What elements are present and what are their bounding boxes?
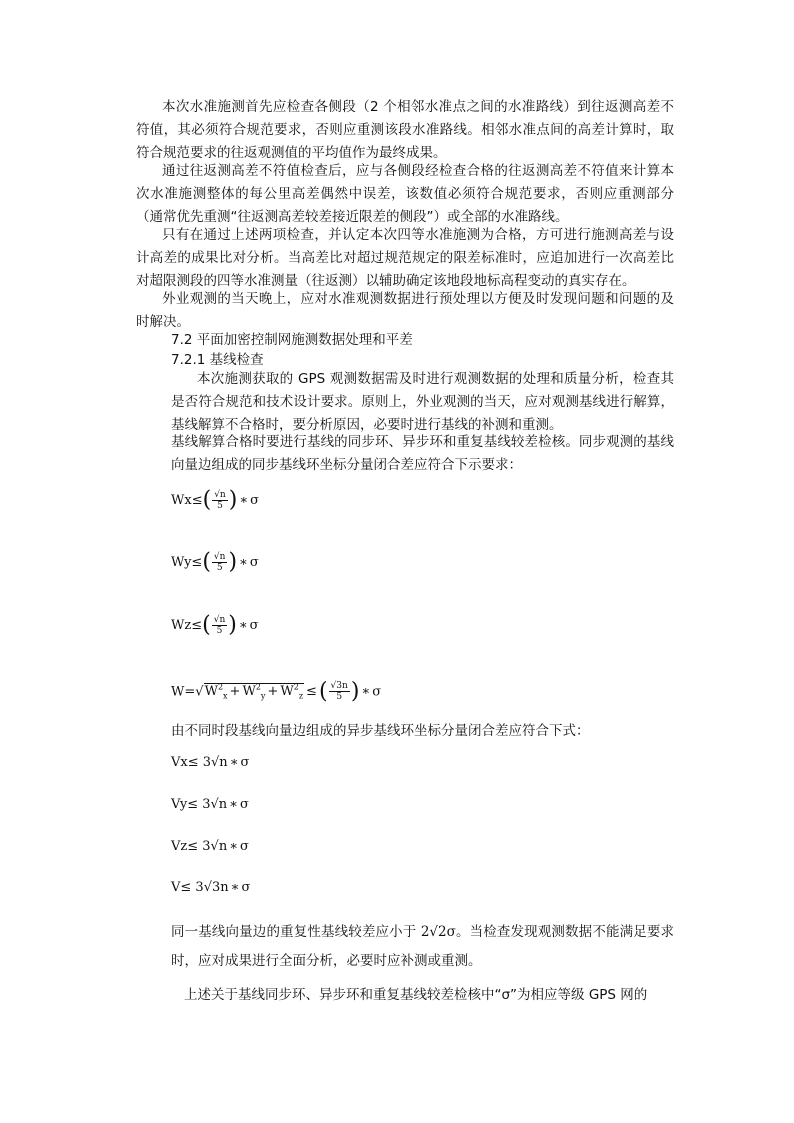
paragraph-async-loop: 由不同时段基线向量边组成的异步基线环坐标分量闭合差应符合下式： [171,723,590,739]
paragraph-leveling-check: 本次水准施测首先应检查各侧段（2 个相邻水准点之间的水准路线）到往返测高差不符值，其必须符合规范要求，否则应重测该段水准路线。相邻水准点间的高差计算时，取符合规范要求的往返观测值的平均值作为最终成果。 [136,99,674,161]
paragraph-sigma-note: 上述关于基线同步环、异步环和重复基线较差检核中“σ”为相应等级 GPS 网的 [184,987,648,1003]
paragraph-repeat-baseline: 同一基线向量边的重复性基线较差应小于 2√2σ。当检查发现观测数据不能满足要求时，应对成果进行全面分析，必要时应补测或重测。 [171,924,674,969]
section-heading-7-2: 7.2 平面加密控制网施测数据处理和平差 [171,332,413,348]
paragraph-comparison: 只有在通过上述两项检查，并认定本次四等水准施测为合格，方可进行施测高差与设计高差的成果比对分析。当高差比对超过规范规定的限差标准时，应追加进行一次高差比对超限测段的四等水准测量（往返测）以辅助确定该地段地标高程变动的真实存在。 [136,227,674,289]
paragraph-sync-loop: 基线解算合格时要进行基线的同步环、异步环和重复基线较差检核。同步观测的基线向量边组成的同步基线环坐标分量闭合差应符合下示要求： [171,434,674,473]
formula-wz: Wz≤( $\frac{√n}{5}$ ) ∗ σ [171,612,259,638]
formula-2sqrt2sigma: 2√2σ [420,924,456,940]
formula-vy: Vy≤ 3√n ∗ σ [171,797,249,812]
formula-w-total: $W=√W^2_x + W^2_y + W^2_z$ ≤( $\frac{√3n}{5}$ ) ∗ σ [171,678,382,704]
paragraph-gps-processing: 本次施测获取的 GPS 观测数据需及时进行观测数据的处理和质量分析，检查其是否符合规范和技术设计要求。原则上，外业观测的当天，应对观测基线进行解算，基线解算不合格时，要分析原因，必要时进行基线的补测和重测。 [171,371,674,433]
paragraph-error-check: 通过往返测高差不符值检查后，应与各侧段经检查合格的往返测高差不符值来计算本次水准施测整体的每公里高差偶然中误差，该数值必须符合规范要求，否则应重测部分（通常优先重测“往返测高差较差接近限差的侧段”）或全部的水准路线。 [136,163,674,225]
formula-vz: Vz≤ 3√n ∗ σ [171,839,249,854]
formula-wx: Wx≤( $\frac{√n}{5}$ ) ∗ σ [171,487,260,513]
section-heading-7-2-1: 7.2.1 基线检查 [171,352,264,368]
formula-wy: Wy≤( $\frac{√n}{5}$ ) ∗ σ [171,549,259,575]
formula-v: V≤ 3√3n ∗ σ [171,880,251,895]
formula-vx: Vx≤ 3√n ∗ σ [171,755,250,770]
paragraph-preprocessing: 外业观测的当天晚上，应对水准观测数据进行预处理以方便及时发现问题和问题的及时解决。 [136,291,674,330]
